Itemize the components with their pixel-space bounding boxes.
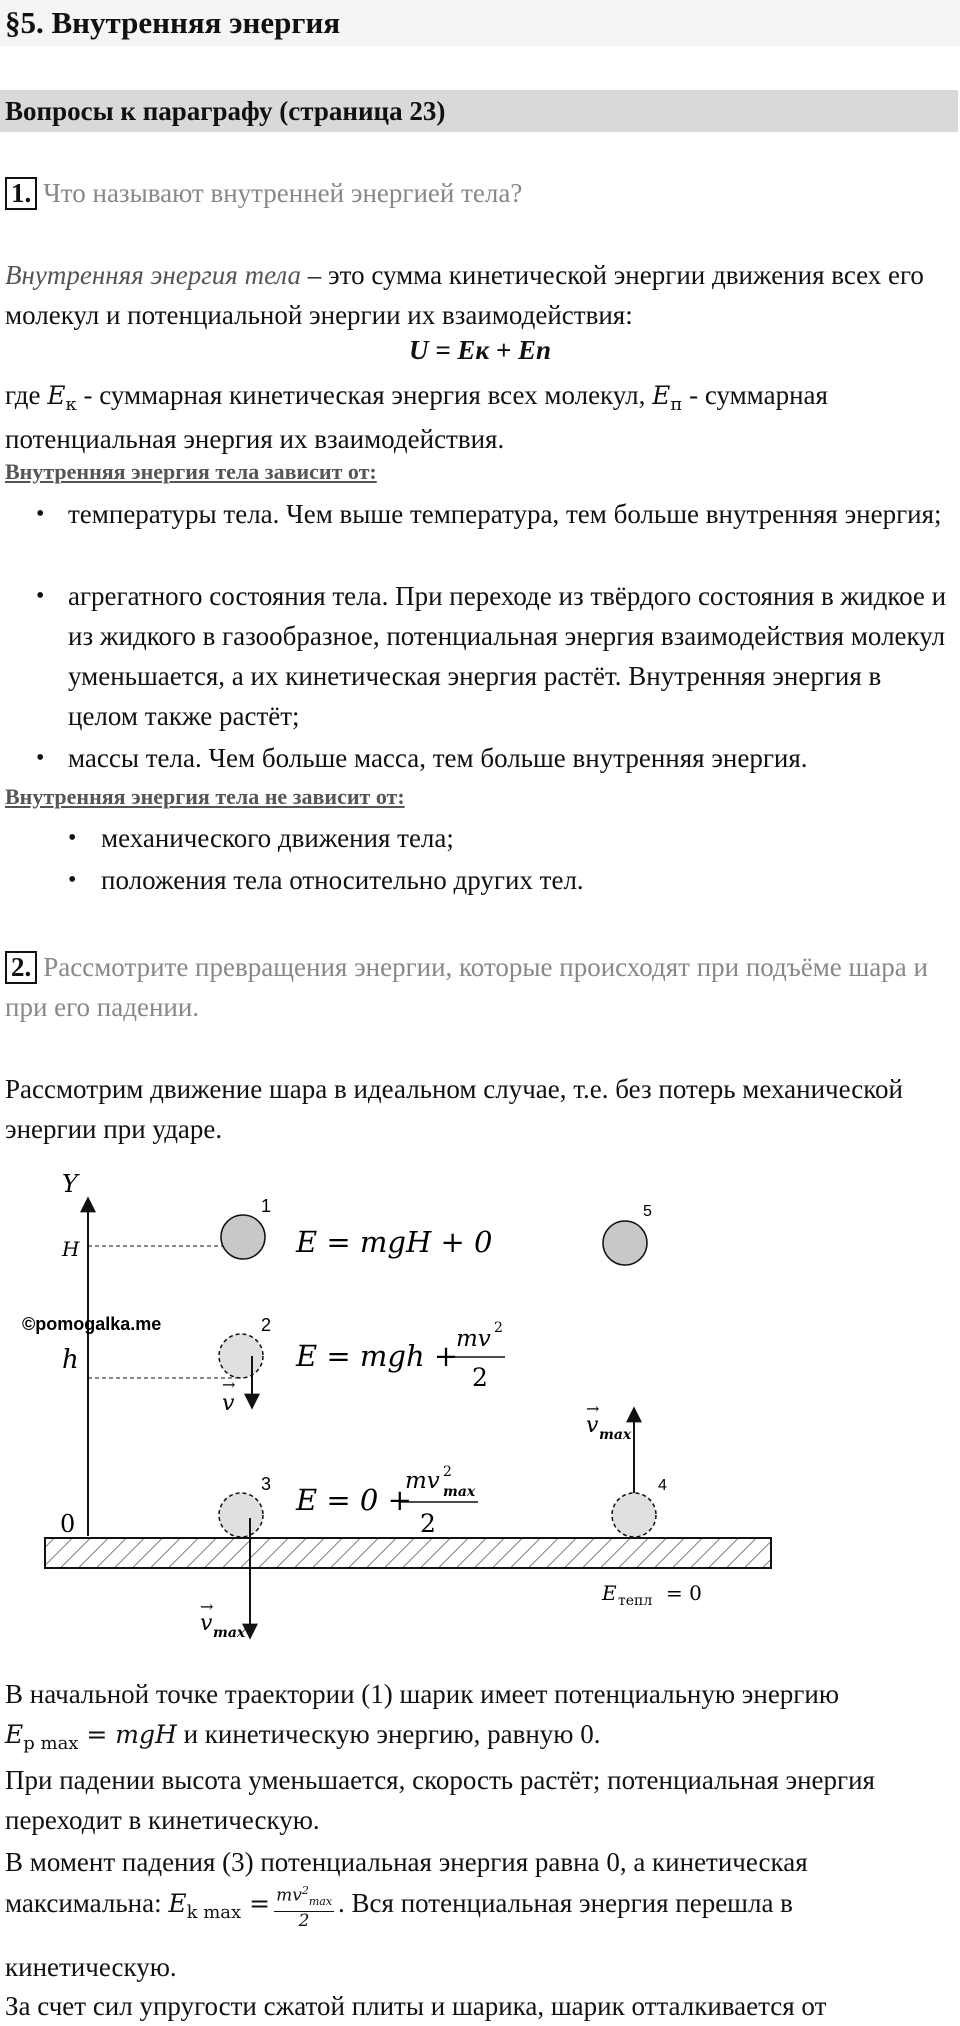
vmax-sub-4: max	[599, 1427, 632, 1443]
ground-plate	[45, 1538, 771, 1568]
vector-arrow-glyph: →	[586, 1399, 600, 1418]
depends-item-2: агрегатного состояния тела. При переходе из твёрдого состояния в жидкое и из жидкого в газообразное, потенциальная энергия взаимодействия молекул уменьшается, а их кинетическая энергия растёт. Внутренняя энергия в целом также растёт;	[68, 581, 947, 731]
ball-4-label: 4	[658, 1477, 667, 1494]
vector-arrow-glyph: →	[200, 1597, 214, 1616]
where-ek-text: - суммарная кинетическая энергия всех молекул,	[76, 380, 653, 410]
bullet-dot: •	[36, 583, 45, 609]
questions-header: Вопросы к параграфу (страница 23)	[0, 90, 958, 132]
ball-4	[612, 1493, 656, 1537]
ep-max-symbol: $E_{p max}$	[5, 1720, 79, 1754]
start-point-kinetic-text: и кинетическую энергию, равную 0.	[176, 1719, 601, 1749]
vmax-label-4: v	[586, 1413, 599, 1438]
eq3-sup: 2	[443, 1464, 452, 1480]
vector-arrow-glyph: →	[222, 1375, 236, 1394]
internal-energy-formula	[0, 335, 960, 366]
equation-2: E = mgh +	[296, 1339, 459, 1373]
q2-intro: Рассмотрим движение шара в идеальном случае, т.е. без потерь механической энергии при ударе.	[5, 1074, 903, 1144]
question-2-text: Рассмотрите превращения энергии, которые происходят при подъёме шара и при его падении.	[5, 952, 928, 1022]
e-tepl-value: = 0	[666, 1581, 702, 1605]
ball-2-label: 2	[261, 1315, 272, 1335]
ball-energy-diagram	[0, 1160, 960, 1655]
ep-max-value: = mgH	[78, 1720, 177, 1749]
formula-explanation	[5, 375, 955, 459]
eq2-sup: 2	[494, 1320, 503, 1336]
not-depends-heading: Внутренняя энергия тела не зависит от:	[5, 784, 405, 809]
equation-1: E = mgH + 0	[296, 1225, 493, 1259]
definition-paragraph	[5, 255, 955, 335]
question-1-text: Что называют внутренней энергией тела?	[43, 178, 523, 208]
vmax-label-3: v	[200, 1611, 213, 1636]
ek-max-fraction: $\frac{mv^2_{max}}{2}$	[276, 1884, 333, 1932]
h-label: h	[62, 1345, 79, 1375]
question-2	[5, 947, 945, 1027]
bullet-dot: •	[36, 501, 45, 527]
eq3-denominator: 2	[420, 1509, 436, 1538]
falling-paragraph: При падении высота уменьшается, скорость растёт; потенциальная энергия переходит в кинетическую.	[5, 1765, 875, 1835]
ball-1-label: 1	[261, 1196, 272, 1216]
impact-text: В момент падения (3) потенциальная энергия равна 0, а кинетическая максимальна:	[5, 1847, 808, 1919]
eq3-sub: max	[443, 1484, 476, 1500]
depends-item-1: температуры тела. Чем выше температура, тем больше внутренняя энергия;	[68, 499, 942, 529]
e-tepl-sub: тепл	[618, 1593, 653, 1609]
h-max-label: H	[62, 1237, 80, 1261]
depends-item-3: массы тела. Чем больше масса, тем больше внутренняя энергия.	[68, 743, 808, 773]
impact-paragraph-tail: кинетическую.	[5, 1952, 177, 1982]
impact-text-end: . Вся потенциальная энергия перешла в	[338, 1888, 793, 1919]
question-1	[5, 173, 945, 213]
definition-text: – это сумма кинетической энергии движения всех его молекул и потенциальной энергии их взаимодействия:	[5, 260, 924, 330]
ball-3	[219, 1493, 263, 1537]
ball-1	[221, 1215, 265, 1259]
eq2-numerator: mv	[456, 1326, 491, 1352]
ball-5	[603, 1221, 647, 1265]
equation-3: E = 0 +	[296, 1483, 412, 1517]
elastic-paragraph: За счет сил упругости сжатой плиты и шарика, шарик отталкивается от	[5, 1991, 827, 2021]
y-axis-label: Y	[62, 1170, 78, 1198]
where-ep-text: - суммарная потенциальная энергия их взаимодействия.	[5, 380, 828, 454]
watermark: ©pomogalka.me	[22, 1314, 162, 1334]
bullet-dot: •	[68, 825, 77, 851]
bullet-dot: •	[36, 745, 45, 771]
where-word: где	[5, 380, 41, 410]
eq2-denominator: 2	[472, 1363, 488, 1392]
zero-label: 0	[60, 1510, 76, 1538]
question-2-number: 2.	[5, 951, 37, 984]
vmax-sub-3: max	[213, 1625, 246, 1641]
ball-2	[219, 1334, 263, 1378]
ball-5-label: 5	[643, 1203, 652, 1220]
question-1-number: 1.	[5, 177, 37, 210]
velocity-label-2: v	[222, 1391, 235, 1416]
bullet-dot: •	[68, 867, 77, 893]
ball-3-label: 3	[261, 1474, 272, 1494]
ek-symbol: $E_к$	[47, 381, 77, 415]
definition-term: Внутренняя энергия тела	[5, 260, 302, 290]
eq3-numerator: mv	[405, 1468, 440, 1494]
ep-symbol: $E_п$	[652, 381, 683, 415]
e-tepl-label: E	[602, 1581, 617, 1605]
section-title: §5. Внутренняя энергия	[0, 0, 960, 46]
start-point-text: В начальной точке траектории (1) шарик имеет потенциальную энергию	[5, 1679, 839, 1709]
not-depends-item-2: положения тела относительно других тел.	[101, 865, 584, 895]
not-depends-item-1: механического движения тела;	[101, 823, 454, 853]
start-point-paragraph	[5, 1674, 955, 1758]
depends-heading: Внутренняя энергия тела зависит от:	[5, 459, 377, 484]
ek-max-symbol: $E_{k max}$ =	[168, 1889, 271, 1924]
impact-paragraph	[5, 1842, 955, 1930]
formula-text: U = Eк + Eп	[409, 335, 551, 365]
